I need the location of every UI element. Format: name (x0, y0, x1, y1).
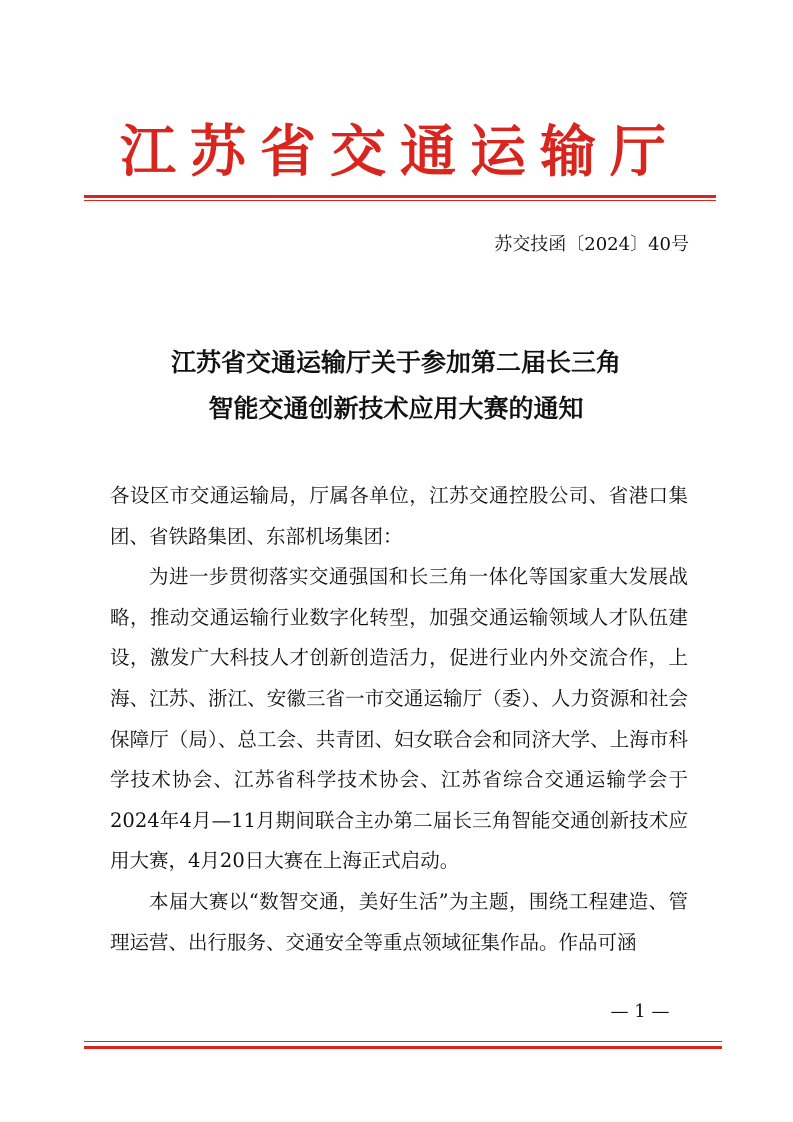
footer-red-rule-thin (84, 1041, 722, 1042)
paragraph-2: 本届大赛以“数智交通，美好生活”为主题，围绕工程建造、管理运营、出行服务、交通安全等重点领域征集作品。作品可涵 (110, 889, 688, 954)
letterhead-red-rule (84, 195, 716, 198)
letterhead-red-rule-thin (84, 200, 716, 201)
salutation: 各设区市交通运输局，厅属各单位，江苏交通控股公司、省港口集团、省铁路集团、东部机场集团： (110, 484, 688, 548)
title-line-2: 智能交通创新技术应用大赛的通知 (208, 394, 584, 423)
document-number: 苏交技函〔2024〕40号 (494, 234, 689, 255)
letterhead-org-name: 江苏省交通运输厅 (120, 119, 680, 185)
title-line-1: 江苏省交通运输厅关于参加第二届长三角 (170, 348, 621, 377)
footer-red-rule (84, 1046, 722, 1049)
document-title (90, 340, 702, 432)
page-number: — 1 — (610, 1001, 670, 1022)
paragraph-1: 为进一步贯彻落实交通强国和长三角一体化等国家重大发展战略，推动交通运输行业数字化转型，加强交通运输领域人才队伍建设，激发广大科技人才创新创造活力，促进行业内外交流合作，上海、江苏、浙江、安徽三省一市交通运输厅（委）、人力资源和社会保障厅（局）、总工会、共青团、妇女联合会和同济大学、上海市科学技术协会、江苏省科学技术协会、江苏省综合交通运输学会于2024年4月—11月期间联合主办第二届长三角智能交通创新技术应用大赛，4月20日大赛在上海正式启动。 (110, 565, 688, 873)
document-body (110, 476, 688, 963)
